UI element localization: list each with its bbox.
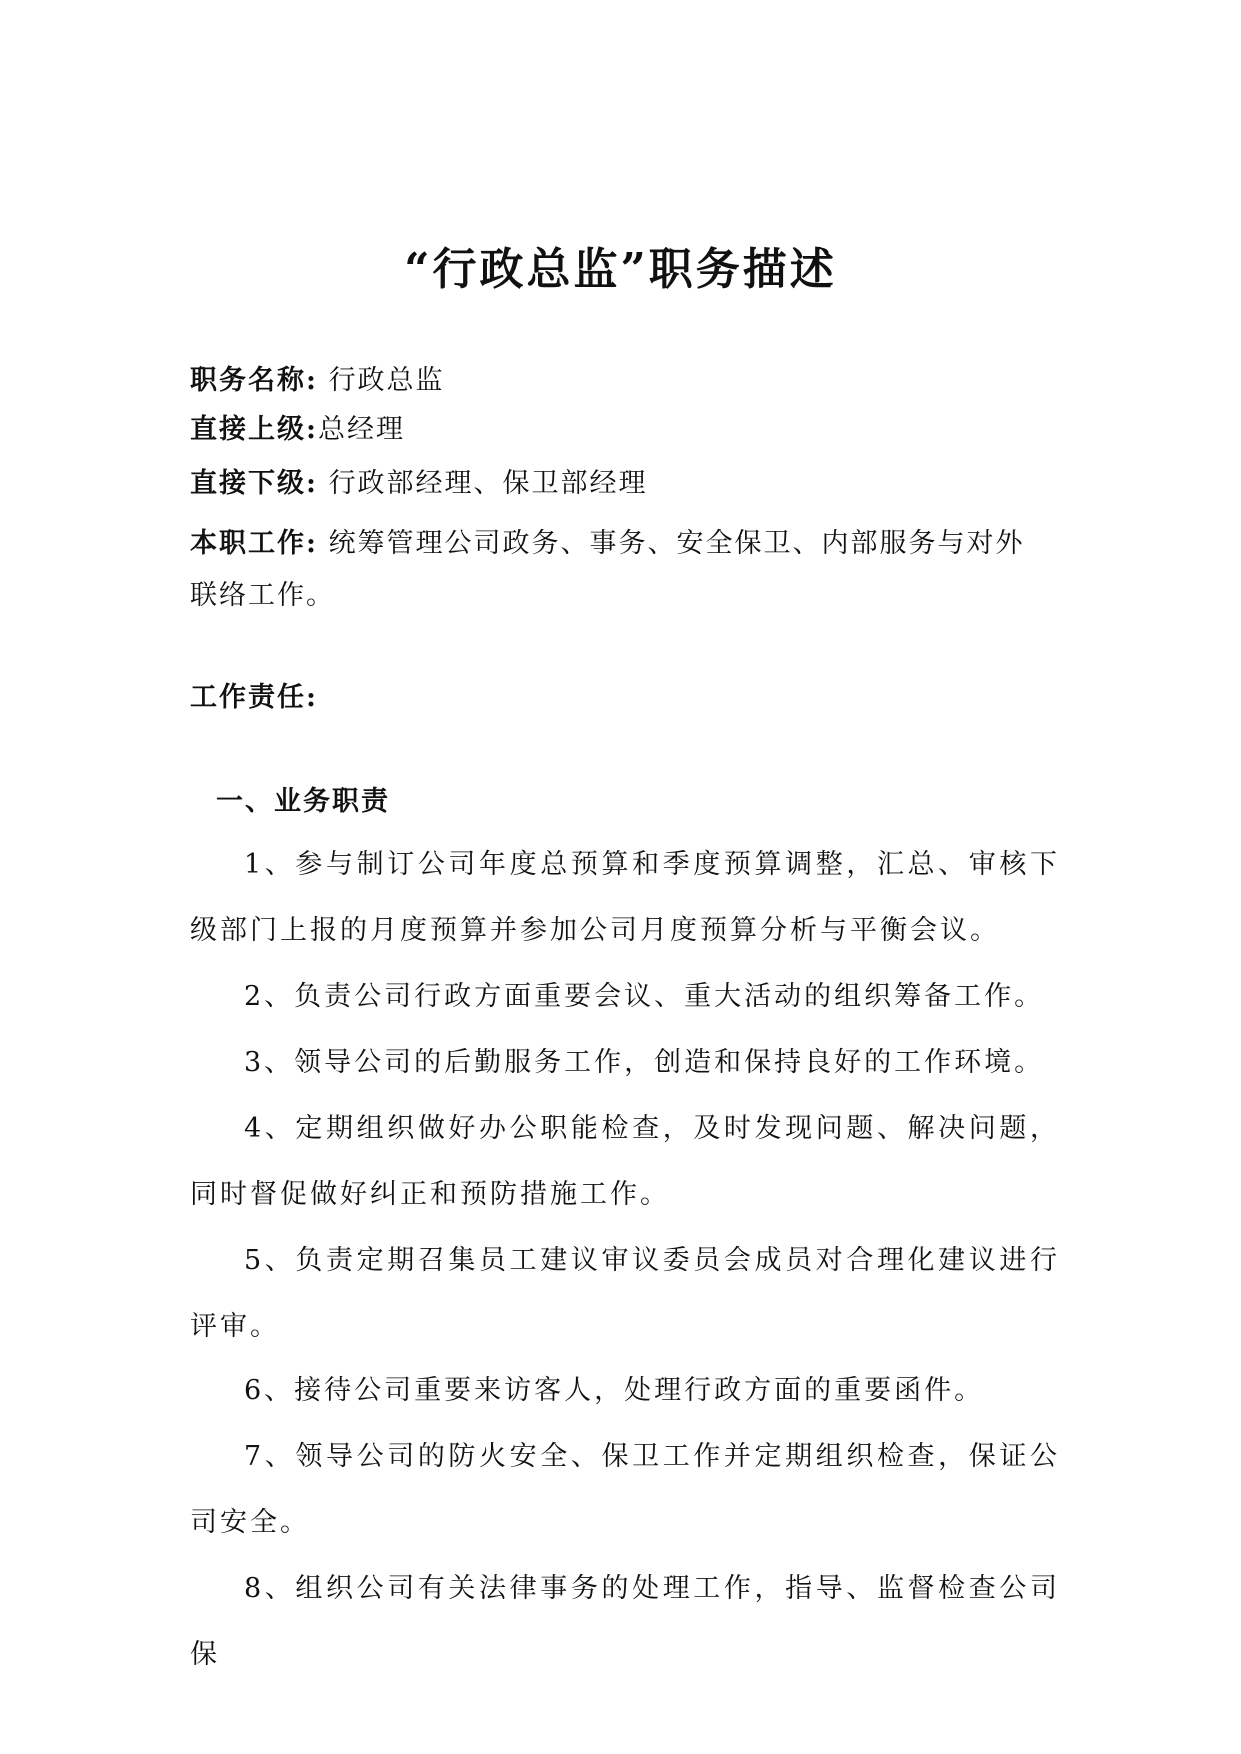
field-label: 直接下级: [190,468,318,499]
field-main-work [190,518,1050,622]
field-label: 职务名称: [190,365,318,396]
field-subordinates [190,458,1050,510]
field-label: 直接上级: [190,414,318,445]
list-item: 5、负责定期召集员工建议审议委员会成员对合理化建议进行评审。 [190,1245,1060,1342]
field-label: 本职工作: [190,528,318,559]
section-heading: 一、业务职责 [216,786,390,817]
list-item: 3、领导公司的后勤服务工作，创造和保持良好的工作环境。 [244,1047,1045,1078]
list-item: 6、接待公司重要来访客人，处理行政方面的重要函件。 [244,1375,985,1406]
list-item: 7、领导公司的防火安全、保卫工作并定期组织检查，保证公司安全。 [190,1441,1060,1538]
document-title: “行政总监”职务描述 [404,244,837,295]
list-item: 1、参与制订公司年度总预算和季度预算调整，汇总、审核下级部门上报的月度预算并参加公司月度预算分析与平衡会议。 [190,849,1060,946]
responsibilities-heading: 工作责任: [190,682,318,713]
field-value: 行政部经理、保卫部经理 [328,468,648,499]
field-job-title [190,355,1050,407]
field-superior [190,404,1050,456]
list-item: 2、负责公司行政方面重要会议、重大活动的组织筹备工作。 [244,981,1045,1012]
field-value: 总经理 [317,414,405,445]
field-value: 统筹管理公司政务、事务、安全保卫、内部服务与对外联络工作。 [190,528,1025,611]
list-item: 4、定期组织做好办公职能检查，及时发现问题、解决问题，同时督促做好纠正和预防措施工作。 [190,1113,1060,1210]
list-item: 8、组织公司有关法律事务的处理工作，指导、监督检查公司保 [190,1573,1060,1670]
field-value: 行政总监 [328,365,445,396]
